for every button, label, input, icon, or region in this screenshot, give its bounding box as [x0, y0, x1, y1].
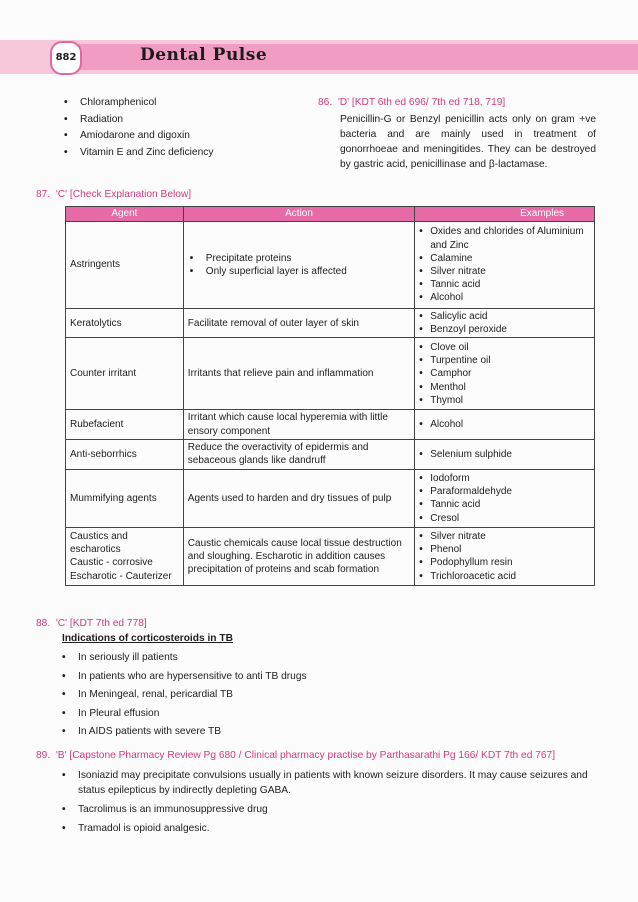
- answer-reference: 'C' [KDT 7th ed 778]: [55, 618, 147, 629]
- table-row: [66, 222, 595, 309]
- action-cell: Agents used to harden and dry tissues of pulp: [183, 469, 414, 527]
- list-item: • Podophyllum resin: [419, 556, 590, 569]
- agent-cell: Astringents: [66, 222, 184, 309]
- list-item: • Only superficial layer is affected: [188, 265, 410, 278]
- list-item: • Chloramphenicol: [62, 95, 312, 112]
- list-item: • In AIDS patients with severe TB: [60, 723, 460, 742]
- answer-reference: 'C' [Check Explanation Below]: [55, 189, 192, 200]
- q88-heading: [36, 617, 436, 631]
- list-item: • Iodoform: [419, 472, 590, 485]
- list-item: • In Meningeal, renal, pericardial TB: [60, 686, 460, 705]
- q86-body: Penicillin-G or Benzyl penicillin acts only on gram +ve bacteria and are mainly used in treatment of gonorrhoeae and meningitides. They can be destroyed by gastric acid, penicillinase and β-lactamase.: [340, 114, 596, 170]
- answer-reference: 'D' [KDT 6th ed 696/ 7th ed 718, 719]: [337, 97, 506, 108]
- agent-cell: Anti-seborrhics: [66, 439, 184, 469]
- agent-cell: Mummifying agents: [66, 469, 184, 527]
- agent-cell: Rubefacient: [66, 410, 184, 439]
- q89-list: [60, 768, 600, 836]
- action-cell: Caustic chemicals cause local tissue destruction and sloughing. Escharotic in addition causes precipitation of proteins and scab formation: [183, 527, 414, 585]
- list-item: • Thymol: [419, 394, 590, 407]
- list-item: • Alcohol: [419, 418, 590, 431]
- column-header: Examples: [415, 207, 595, 222]
- examples-cell: [415, 222, 595, 309]
- brand-title: Dental Pulse: [140, 45, 268, 65]
- list-item: • Silver nitrate: [419, 265, 590, 278]
- examples-cell: [415, 410, 595, 439]
- list-item: • Vitamin E and Zinc deficiency: [62, 145, 312, 162]
- examples-cell: [415, 309, 595, 338]
- table-row: [66, 527, 595, 585]
- list-item: • Silver nitrate: [419, 530, 590, 543]
- list-item: • Benzoyl peroxide: [419, 323, 590, 336]
- q88-subtitle: Indications of corticosteroids in TB: [62, 633, 233, 644]
- list-item: • Paraformaldehyde: [419, 485, 590, 498]
- table-row: [66, 309, 595, 338]
- table-row: [66, 439, 595, 469]
- action-cell: Irritant which cause local hyperemia with little ensory component: [183, 410, 414, 439]
- question-number: 89.: [36, 750, 51, 761]
- list-item: • Alcohol: [419, 291, 590, 304]
- list-item: • In patients who are hypersensitive to anti TB drugs: [60, 668, 460, 687]
- list-item: • Precipitate proteins: [188, 252, 410, 265]
- q88-list: [60, 649, 460, 742]
- question-number: 86.: [318, 97, 333, 108]
- action-cell: Irritants that relieve pain and inflammation: [183, 338, 414, 410]
- agent-cell: Caustics and escharotics Caustic - corrosive Escharotic - Cauterizer: [66, 527, 184, 585]
- page-number-badge: 882: [50, 41, 82, 75]
- q86-heading: [318, 96, 608, 110]
- question-number: 87.: [36, 189, 51, 200]
- column-header: Agent: [66, 207, 184, 222]
- list-item: • Salicylic acid: [419, 310, 590, 323]
- question-number: 88.: [36, 618, 51, 629]
- table-row: [66, 338, 595, 410]
- list-item: • Tramadol is opioid analgesic.: [60, 821, 600, 836]
- answer-reference: 'B' [Capstone Pharmacy Review Pg 680 / Clinical pharmacy practise by Parthasarathi Pg 166/ KDT 7th ed 767]: [55, 750, 556, 761]
- topical-agents-table: [65, 206, 595, 586]
- list-item: • Tacrolimus is an immunosuppressive drug: [60, 802, 600, 817]
- table-row: [66, 469, 595, 527]
- list-item: • Oxides and chlorides of Aluminium and Zinc: [419, 225, 590, 251]
- list-item: • Tannic acid: [419, 278, 590, 291]
- q87-heading: [36, 188, 436, 202]
- examples-cell: [415, 439, 595, 469]
- agent-cell: Keratolytics: [66, 309, 184, 338]
- list-item: • Tannic acid: [419, 498, 590, 511]
- list-item: • Phenol: [419, 543, 590, 556]
- list-item: • Clove oil: [419, 341, 590, 354]
- action-cell: Facilitate removal of outer layer of skin: [183, 309, 414, 338]
- list-item: • Camphor: [419, 367, 590, 380]
- list-item: • Isoniazid may precipitate convulsions usually in patients with known seizure disorders. It may cause seizures and status epilepticus by indirectly depleting GABA.: [60, 768, 600, 798]
- table-row: [66, 410, 595, 439]
- list-item: • Amiodarone and digoxin: [62, 128, 312, 145]
- examples-cell: [415, 469, 595, 527]
- list-item: • Radiation: [62, 112, 312, 129]
- list-item: • In Pleural effusion: [60, 705, 460, 724]
- action-cell: Reduce the overactivity of epidermis and sebaceous glands like dandruff: [183, 439, 414, 469]
- top-left-list: [62, 95, 312, 161]
- agent-cell: Counter irritant: [66, 338, 184, 410]
- column-header: Action: [183, 207, 414, 222]
- list-item: • Turpentine oil: [419, 354, 590, 367]
- action-cell: [183, 222, 414, 309]
- list-item: • Cresol: [419, 512, 590, 525]
- table-header-row: [66, 207, 595, 222]
- list-item: • Selenium sulphide: [419, 448, 590, 461]
- list-item: • Menthol: [419, 381, 590, 394]
- examples-cell: [415, 527, 595, 585]
- list-item: • Trichloroacetic acid: [419, 570, 590, 583]
- q89-heading: [36, 749, 616, 763]
- list-item: • Calamine: [419, 252, 590, 265]
- examples-cell: [415, 338, 595, 410]
- list-item: • In seriously ill patients: [60, 649, 460, 668]
